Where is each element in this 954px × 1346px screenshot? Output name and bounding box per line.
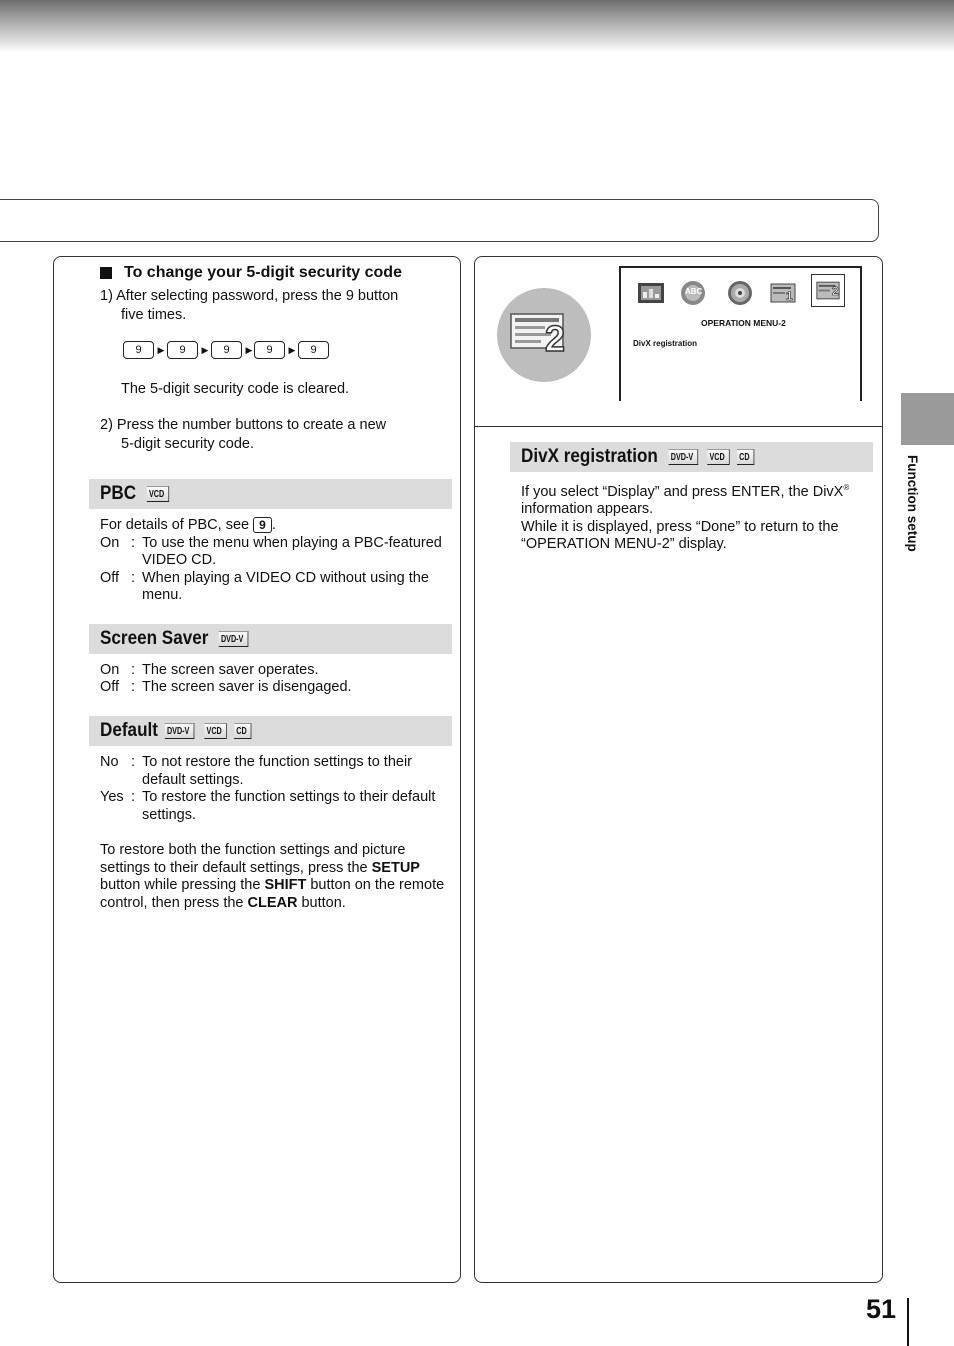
arrow-right-icon: ▶ xyxy=(245,345,253,355)
side-tab-label: Function setup xyxy=(905,455,920,552)
default-section-header xyxy=(89,716,452,746)
abc-disc-icon xyxy=(679,280,707,306)
disc-badges xyxy=(667,449,759,465)
operation-menu-screen xyxy=(619,266,862,401)
page-number: 51 xyxy=(866,1294,897,1324)
default-title: Default xyxy=(100,720,158,741)
screen-saver-section-header xyxy=(89,624,452,654)
chapter-title-bar xyxy=(0,199,879,242)
shift-key-label: SHIFT xyxy=(264,877,307,893)
restore-defaults-paragraph: To restore both the function settings and picture settings to their default settings, press the SETUP button while pressing the SHIFT button on the remote control, then press the CLEAR button. xyxy=(100,842,445,911)
divx-section-header xyxy=(510,442,873,472)
number-key-9: 9 xyxy=(211,341,242,359)
screen-saver-title: Screen Saver xyxy=(100,628,209,649)
top-gradient-band xyxy=(0,0,954,52)
registered-mark: ® xyxy=(843,483,850,492)
step-1-line-2: five times. xyxy=(121,307,187,323)
cd-badge: CD xyxy=(234,723,252,739)
big-icon-number: 2 xyxy=(545,318,566,359)
svg-text:ABC: ABC xyxy=(685,287,703,296)
step-2-line-2: 5-digit security code. xyxy=(121,436,254,452)
setup-key-label: SETUP xyxy=(371,859,420,876)
number-key-9: 9 xyxy=(298,341,329,359)
arrow-right-icon: ▶ xyxy=(157,345,165,355)
operation-menu-2-icon xyxy=(497,288,591,382)
number-key-9: 9 xyxy=(123,341,154,359)
step-2-line-1: 2) Press the number buttons to create a new xyxy=(100,417,387,433)
menu-2-icon-selected: 2 xyxy=(811,274,845,307)
cd-badge: CD xyxy=(737,449,755,465)
vcd-badge: VCD xyxy=(707,449,729,465)
dvd-v-badge: DVD-V xyxy=(165,723,195,739)
menu-1-icon: 1 xyxy=(769,280,797,306)
step-1-line-1: 1) After selecting password, press the 9 button xyxy=(100,288,399,304)
page-reference-key: 9 xyxy=(253,517,272,533)
number-key-9: 9 xyxy=(254,341,285,359)
number-key-9: 9 xyxy=(167,341,198,359)
pbc-details: For details of PBC, see 9 . xyxy=(100,517,276,533)
disc-badges xyxy=(163,723,255,739)
page-number-rule xyxy=(907,1298,909,1346)
pbc-section-header xyxy=(89,479,452,509)
pbc-title: PBC xyxy=(100,483,137,504)
screen-menu-item: DivX registration xyxy=(633,339,698,348)
bullet-square-icon xyxy=(100,267,112,279)
arrow-right-icon: ▶ xyxy=(288,345,296,355)
divx-title: DivX registration xyxy=(521,446,658,467)
disc-badges xyxy=(145,486,175,502)
divx-description: If you select “Display” and press ENTER, the DivX® information appears. While it is displayed, press “Done” to return to the “OPERATION MENU-2” display. xyxy=(521,483,850,553)
vcd-badge: VCD xyxy=(147,486,169,502)
speaker-icon xyxy=(726,280,754,306)
security-code-heading: To change your 5-digit security code xyxy=(100,264,402,282)
dvd-v-badge: DVD-V xyxy=(219,631,249,647)
dvd-v-badge: DVD-V xyxy=(669,449,699,465)
left-content-panel: To change your 5-digit security code 1) After selecting password, press the 9 button five times. 9 ▶ 9 ▶ 9 ▶ 9 ▶ 9 The 5-digit security code is cleared. 2) Press the number buttons to create a new 5-digit security code. PBC VCD For details of PBC, see 9 . On : To use the menu when playing a PBC-featured VIDEO CD. Off : When playing a VIDEO CD without using the menu. Screen Saver DVD-V On : The screen saver operates. Off : The screen saver is disengaged. Default DVD-V VCD CD No : To not restore the function settings to their default settings. Yes : To restore the function settings to their default settings. To restore both the function settings and picture settings to their default settings, press the SETUP button while pressing the SHIFT button on the remote control, then press the CLEAR button. xyxy=(53,256,461,1283)
screen-menu-title: OPERATION MENU-2 xyxy=(701,318,786,328)
arrow-right-icon: ▶ xyxy=(201,345,209,355)
clear-key-label: CLEAR xyxy=(247,894,298,911)
panel-divider xyxy=(475,426,882,427)
right-content-panel xyxy=(474,256,883,1283)
disc-badges xyxy=(217,631,256,647)
code-cleared-text: The 5-digit security code is cleared. xyxy=(121,381,350,397)
vcd-badge: VCD xyxy=(204,723,226,739)
picture-icon xyxy=(637,280,665,306)
side-tab xyxy=(901,393,954,445)
